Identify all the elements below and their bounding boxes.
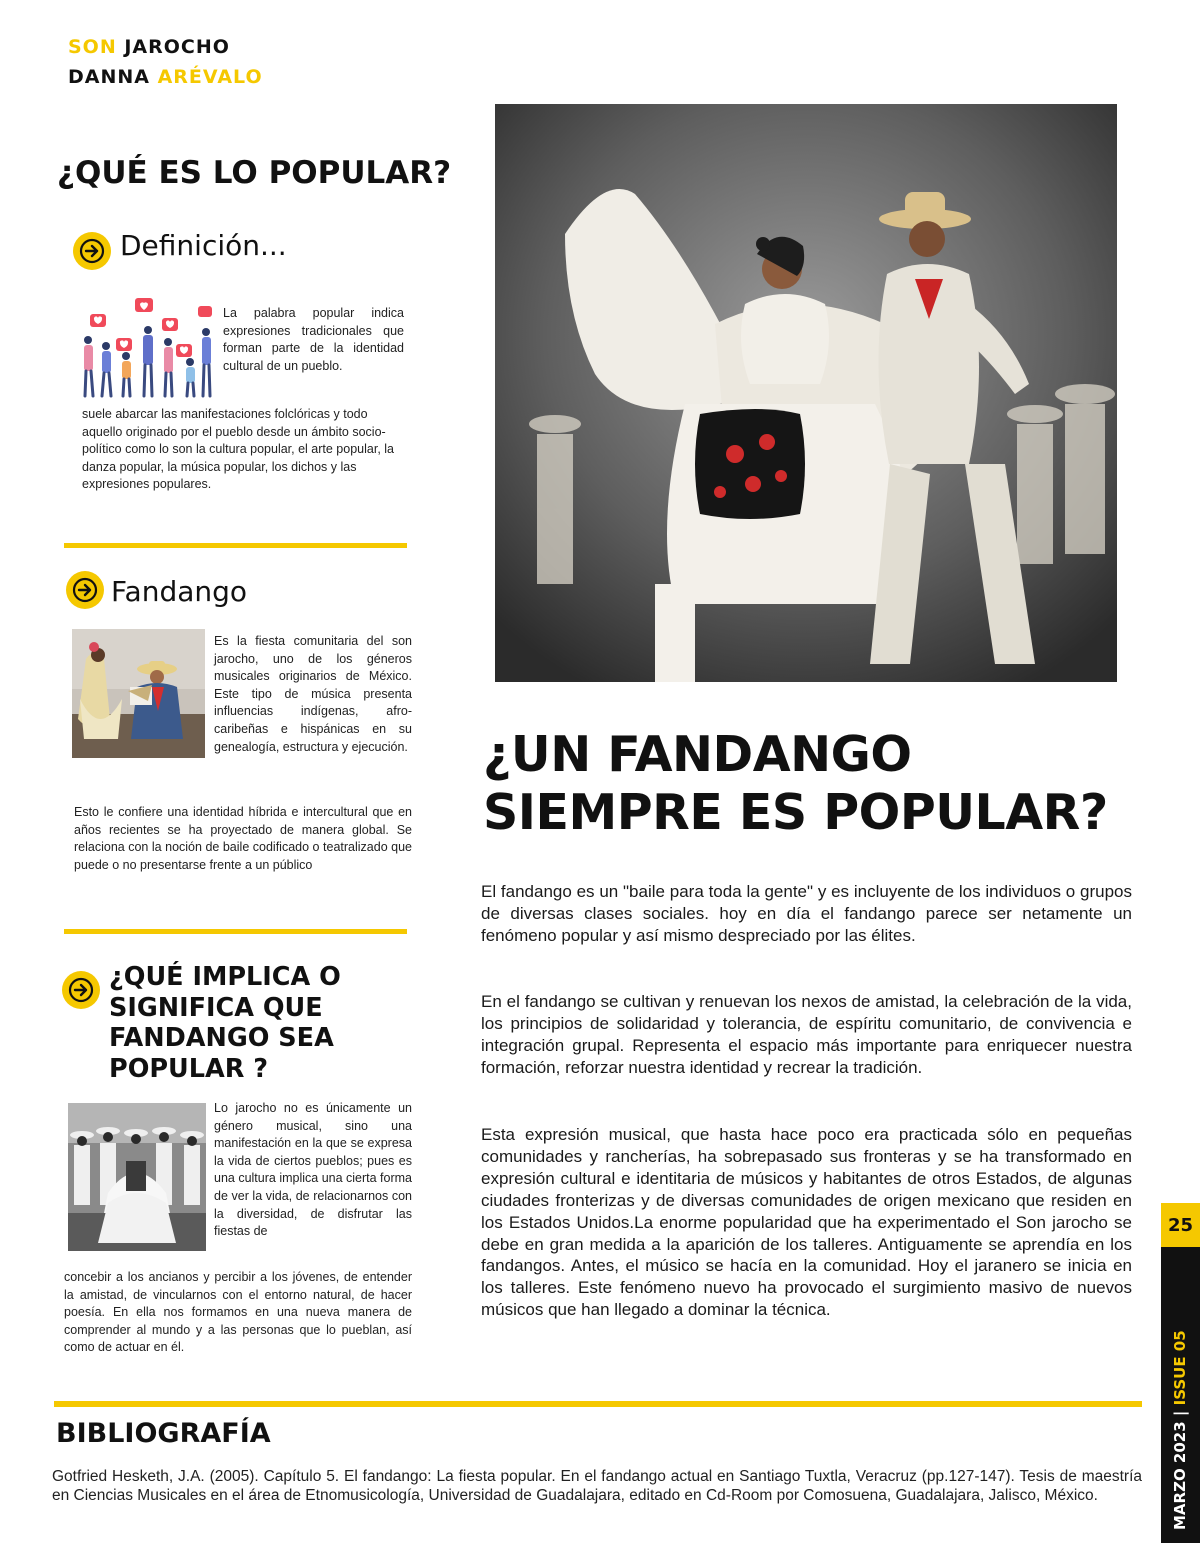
divider (54, 1401, 1142, 1407)
definicion-body: suele abarcar las manifestaciones folclóricas y todo aquello originado por el pueblo desde un ámbito socio-político como lo son la cultura popular, el arte popular, la danza popular, la música popular, los dichos y las expresiones populares. (82, 407, 394, 492)
body-paragraph-3: Esta expresión musical, que hasta hace poco era practicada sólo en pequeñas comunidades y rancherías, ha sobrepasado sus fronteras y se ha transformado en expresión cultural e identitaria de músicos y habitantes de otros Estados, de algunas ciudades fronterizas y de diversas comunidades de origen mexicano que residen en los Estados Unidos.La enorme popularidad que ha experimentado el Son jarocho se debe en gran medida a la aparición de los talleres. Antiguamente se aprendía en los fandangos. Antes, el músico se hacía en la comunidad. Hoy el jaranero se inicia en los talleres. Este fenómeno nuevo ha provocado el surgimiento masivo de nuevos músicos que han llegado a dominar la técnica. (481, 1125, 1132, 1320)
fandango-body: Esto le confiere una identidad híbrida e intercultural que en años recientes se ha proyectado de manera global. Se relaciona con la noción de baile codificado o teatralizado que puede o no presentarse frente a un público (74, 805, 412, 872)
implica-heading: ¿QUÉ IMPLICA O SIGNIFICA QUE FANDANGO SEA POPULAR ? (109, 962, 341, 1084)
issue-label: MARZO 2023 | ISSUE 05 (1171, 1330, 1189, 1530)
arrow-right-icon (73, 232, 111, 270)
fandango-dancers-photo (72, 629, 205, 758)
bibliography-heading: BIBLIOGRAFÍA (56, 1418, 271, 1449)
divider (64, 543, 407, 548)
header-line-1: SON JAROCHO (68, 36, 230, 58)
implica-intro: Lo jarocho no es únicamente un género musical, sino una manifestación en la que se expresa la vida de ciertos pueblos; pues es una cultura implica una cierta forma de ver la vida, de relacionarnos con la diversidad, de disfrutar las fiestas de (214, 1101, 413, 1239)
fandango-intro: Es la fiesta comunitaria del son jarocho, uno de los géneros musicales originarios de México. Este tipo de música presenta influencias indígenas, afro-caribeñas e hispánicas en su genealogía, estructura y ejecución. (214, 634, 412, 754)
people-hearts-illustration (80, 296, 216, 400)
arrow-right-icon (66, 571, 104, 609)
fandango-heading: Fandango (111, 575, 248, 608)
article-title-line-1: ¿UN FANDANGO (483, 726, 912, 783)
header-line-2: DANNA ARÉVALO (68, 66, 263, 88)
article-header (68, 32, 263, 92)
body-paragraph-1: El fandango es un "baile para toda la gente" y es incluyente de los individuos o grupos de diversas clases sociales. hoy en día el fandango parece ser netamente un fenómeno popular y así mismo despreciado por las élites. (481, 882, 1132, 945)
arrow-right-icon (62, 971, 100, 1009)
bibliography-text: Gotfried Hesketh, J.A. (2005). Capítulo 5. El fandango: La fiesta popular. En el fandango actual en Santiago Tuxtla, Veracruz (pp.127-147). Tesis de maestría en Ciencias Musicales en el área de Etnomusicología, Universidad de Guadalajara, editado en Cd-Room por Comosuena, Guadalajara, Jalisco, México. (52, 1468, 1142, 1504)
implica-body: concebir a los ancianos y percibir a los jóvenes, de entender la amistad, de vincularnos con el entorno natural, de hacer poesía. En ella nos formamos en una nueva manera de comprender al mundo y a las personas que lo pueblan, así como de actuar en él. (64, 1270, 412, 1355)
main-title: ¿QUÉ ES LO POPULAR? (57, 155, 452, 191)
divider (64, 929, 407, 934)
definicion-intro: La palabra popular indica expresiones tradicionales que forman parte de la identidad cultural de un pueblo. (223, 306, 404, 373)
main-dancers-photo (495, 104, 1117, 682)
page-number: 25 (1161, 1203, 1200, 1247)
body-paragraph-2: En el fandango se cultivan y renuevan los nexos de amistad, la celebración de la vida, los principios de solidaridad y tolerancia, de espíritu comunitario, de convivencia e integración grupal. Representa el espacio más importante para enriquecer nuestra formación, reforzar nuestra identidad y recrear la tradición. (481, 992, 1132, 1077)
article-title (483, 726, 1108, 842)
article-title-line-2: SIEMPRE ES POPULAR? (483, 784, 1108, 841)
jarocho-group-photo (68, 1103, 206, 1251)
definicion-heading: Definición... (120, 229, 287, 262)
